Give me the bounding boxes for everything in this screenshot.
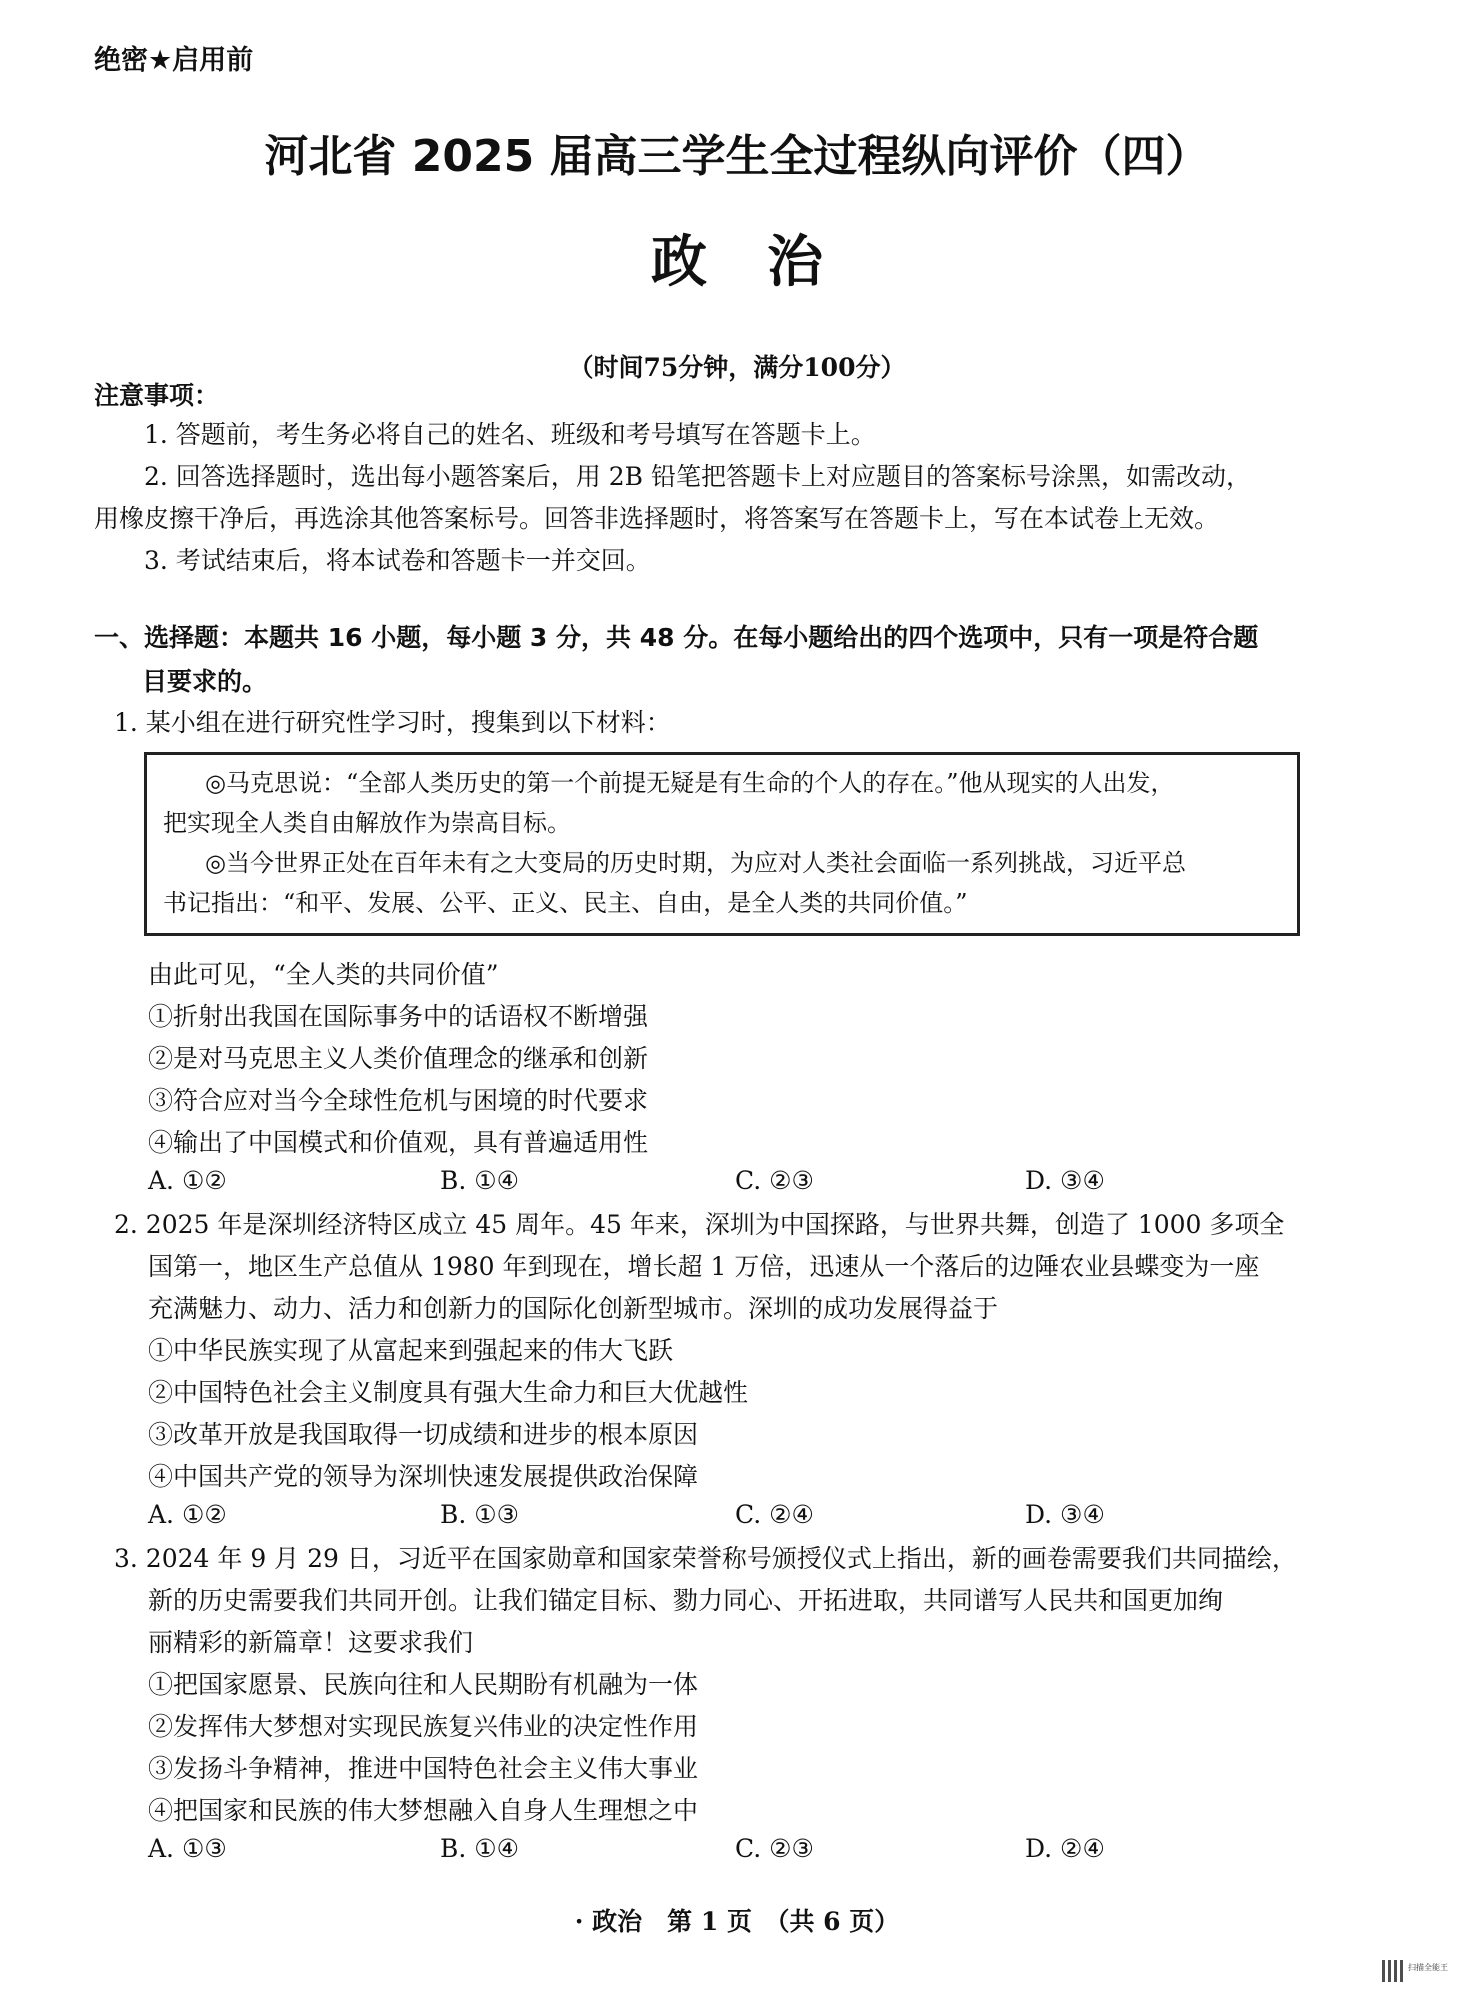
q2-option-b: B. ①③	[440, 1500, 520, 1529]
q1-item: ③符合应对当今全球性危机与困境的时代要求	[148, 1086, 649, 1115]
q2-stem-line: 国第一，地区生产总值从 1980 年到现在，增长超 1 万倍，迅速从一个落后的边陲农业县蝶变为一座	[148, 1252, 1260, 1281]
page-footer: · 政治 第 1 页 （共 6 页）	[574, 1907, 900, 1936]
qr-code-icon	[1382, 1960, 1404, 1982]
q3-option-b: B. ①④	[440, 1834, 520, 1863]
time-info: （时间75分钟，满分100分）	[568, 353, 906, 382]
notice-item: 用橡皮擦干净后，再选涂其他答案标号。回答非选择题时，将答案写在答题卡上，写在本试卷上无效。	[94, 504, 1220, 533]
q2-item: ①中华民族实现了从富起来到强起来的伟大飞跃	[148, 1336, 674, 1365]
material-line: ◎马克思说：“全部人类历史的第一个前提无疑是有生命的个人的存在。”他从现实的人出发，	[205, 769, 1175, 797]
q3-option-a: A. ①③	[148, 1834, 227, 1863]
section-line: 目要求的。	[142, 667, 268, 696]
q1-item: ①折射出我国在国际事务中的话语权不断增强	[148, 1002, 649, 1031]
q3-stem-line: 丽精彩的新篇章！这要求我们	[148, 1628, 474, 1657]
q3-item: ②发挥伟大梦想对实现民族复兴伟业的决定性作用	[148, 1712, 699, 1741]
q1-option-b: B. ①④	[440, 1166, 520, 1195]
scanner-watermark: 扫描全能王	[1408, 1963, 1448, 1972]
confidential-label: 绝密★启用前	[94, 45, 254, 76]
section-line: 一、选择题：本题共 16 小题，每小题 3 分，共 48 分。在每小题给出的四个选项中，只有一项是符合题	[94, 623, 1259, 652]
q1-item: ②是对马克思主义人类价值理念的继承和创新	[148, 1044, 649, 1073]
q3-stem-line: 新的历史需要我们共同开创。让我们锚定目标、勠力同心、开拓进取，共同谱写人民共和国更加绚	[148, 1586, 1224, 1615]
q1-item: ④输出了中国模式和价值观，具有普遍适用性	[148, 1128, 649, 1157]
notice-item: 2. 回答选择题时，选出每小题答案后，用 2B 铅笔把答题卡上对应题目的答案标号涂黑，如需改动，	[144, 462, 1251, 491]
q3-option-d: D. ②④	[1025, 1834, 1105, 1863]
q2-option-c: C. ②④	[735, 1500, 814, 1529]
notice-item: 3. 考试结束后，将本试卷和答题卡一并交回。	[144, 546, 651, 575]
q1-option-a: A. ①②	[148, 1166, 227, 1195]
material-line: 把实现全人类自由解放作为崇高目标。	[163, 809, 571, 837]
notice-heading: 注意事项：	[94, 381, 220, 410]
q3-option-c: C. ②③	[735, 1834, 814, 1863]
subject-title: 政治	[651, 230, 883, 295]
q1-stem: 1. 某小组在进行研究性学习时，搜集到以下材料：	[114, 708, 671, 737]
notice-item: 1. 答题前，考生务必将自己的姓名、班级和考号填写在答题卡上。	[144, 420, 876, 449]
material-line: 书记指出：“和平、发展、公平、正义、民主、自由，是全人类的共同价值。”	[163, 889, 968, 917]
q3-item: ④把国家和民族的伟大梦想融入自身人生理想之中	[148, 1796, 699, 1825]
q3-item: ③发扬斗争精神，推进中国特色社会主义伟大事业	[148, 1754, 699, 1783]
q1-option-d: D. ③④	[1025, 1166, 1105, 1195]
q2-item: ③改革开放是我国取得一切成绩和进步的根本原因	[148, 1420, 699, 1449]
section-heading	[94, 616, 1258, 704]
q2-stem-line: 2. 2025 年是深圳经济特区成立 45 周年。45 年来，深圳为中国探路，与世界共舞，创造了 1000 多项全	[114, 1210, 1285, 1239]
q2-stem-line: 充满魅力、动力、活力和创新力的国际化创新型城市。深圳的成功发展得益于	[148, 1294, 999, 1323]
q2-item: ②中国特色社会主义制度具有强大生命力和巨大优越性	[148, 1378, 749, 1407]
q1-lead: 由此可见，“全人类的共同价值”	[148, 960, 499, 989]
q2-option-a: A. ①②	[148, 1500, 227, 1529]
q2-item: ④中国共产党的领导为深圳快速发展提供政治保障	[148, 1462, 699, 1491]
q2-option-d: D. ③④	[1025, 1500, 1105, 1529]
q1-material-box	[144, 752, 1300, 936]
q3-stem-line: 3. 2024 年 9 月 29 日，习近平在国家勋章和国家荣誉称号颁授仪式上指出，新的画卷需要我们共同描绘，	[114, 1544, 1297, 1573]
q3-item: ①把国家愿景、民族向往和人民期盼有机融为一体	[148, 1670, 699, 1699]
q1-option-c: C. ②③	[735, 1166, 814, 1195]
exam-title: 河北省 2025 届高三学生全过程纵向评价（四）	[264, 131, 1210, 182]
material-line: ◎当今世界正处在百年未有之大变局的历史时期，为应对人类社会面临一系列挑战，习近平总	[205, 849, 1186, 877]
